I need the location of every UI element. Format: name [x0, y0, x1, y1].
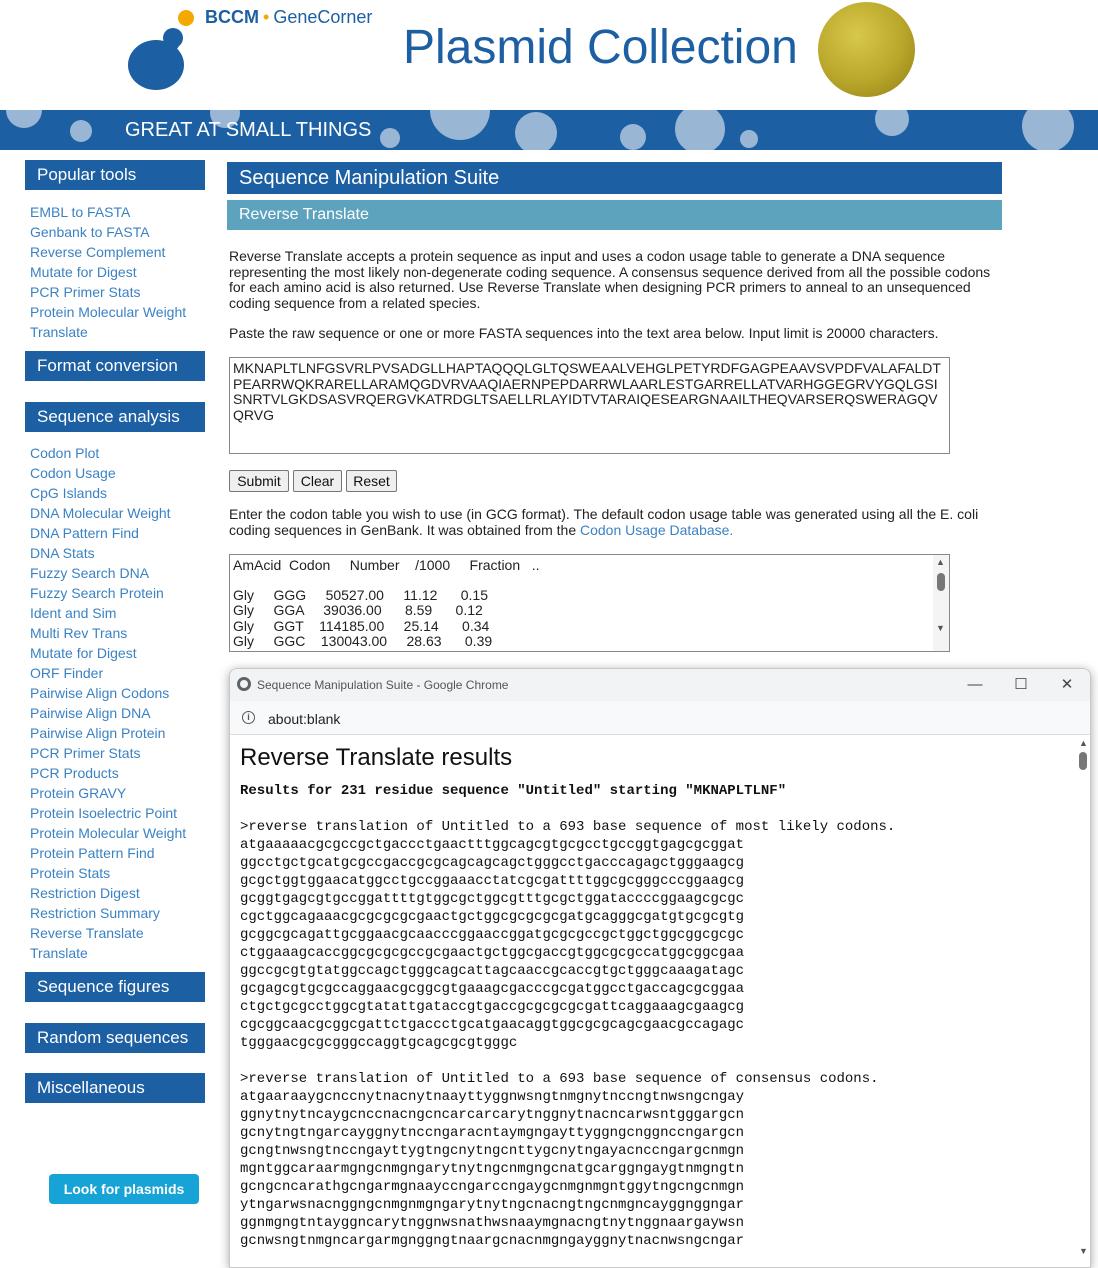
sidebar-link-protein-molecular-weight[interactable]: Protein Molecular Weight [30, 825, 187, 841]
banner-bubble [740, 130, 758, 148]
likely-codons-line: ctggaaagcaccggcgcgcgccgcgaactgctggcgaccgtggcgcgccatggcggcgaa [240, 945, 745, 961]
logo-shape [163, 28, 183, 48]
codon-table-line: Gly GGT 114185.00 25.14 0.34 [233, 618, 490, 634]
logo-shape [178, 10, 194, 26]
banner-bubble [1022, 110, 1074, 150]
sidebar-link-multi-rev-trans[interactable]: Multi Rev Trans [30, 625, 128, 641]
likely-codons-line: gcgctggtggaacatggcctgccggaaacctatcgcgattttggcgcgggcccggaagcg [240, 873, 745, 889]
logo-genecorner: GeneCorner [273, 7, 373, 27]
close-icon[interactable]: ✕ [1060, 676, 1074, 693]
likely-codons-line: ggccgcgtgtatggccagctgggcagcattagcaaccgcaccgtgctgggcaaagatagc [240, 963, 745, 979]
sidebar-heading-popular-tools[interactable]: Popular tools [25, 160, 205, 190]
tagline-banner [0, 110, 1098, 150]
intro-text: Reverse Translate accepts a protein sequence as input and uses a codon usage table to generate a DNA sequence representing the most likely non-degenerate coding sequence. A consensus sequence derived from all the possible codons for each amino acid is also returned. Use Reverse Translate when designing PCR primers to anneal to an unsequenced coding sequence from a related species. [229, 248, 991, 311]
sidebar-link-orf-finder[interactable]: ORF Finder [30, 665, 104, 681]
petri-dish-image [818, 2, 915, 97]
consensus-codons-line: gcnytngtngarcayggnytnccngaracntaymgngayttyggngcnggnccngargcn [240, 1125, 745, 1141]
codon-instruction-text: Enter the codon table you wish to use (in GCG format). The default codon usage table was generated using all the E. coli coding sequences in GenBank. It was obtained from the [229, 506, 979, 538]
sidebar-link-dna-stats[interactable]: DNA Stats [30, 545, 95, 561]
likely-codons-header: >reverse translation of Untitled to a 693 base sequence of most likely codons. [240, 819, 896, 835]
url-text[interactable]: about:blank [268, 711, 341, 727]
consensus-codons-line: gcngcncarathgcngarmgnaayccngarccngaygcnmgnmgntggytngcngcnmgn [240, 1179, 745, 1195]
codon-table-line: Gly GGA 39036.00 8.59 0.12 [233, 602, 483, 618]
banner-bubble [6, 110, 42, 128]
sidebar-link-pairwise-align-protein[interactable]: Pairwise Align Protein [30, 725, 166, 741]
consensus-codons-line: ggnmgngtntayggncarytnggnwsnathwsnaaymgnacngtnytnggnaargaywsn [240, 1215, 745, 1231]
sidebar-link-restriction-summary[interactable]: Restriction Summary [30, 905, 160, 921]
address-bar[interactable] [230, 701, 1090, 735]
maximize-icon[interactable]: ☐ [1014, 676, 1028, 693]
codon-table-input[interactable] [229, 554, 950, 652]
tagline: GREAT AT SMALL THINGS [125, 119, 372, 141]
sidebar-link-fuzzy-search-protein[interactable]: Fuzzy Search Protein [30, 585, 164, 601]
likely-codons-line: gcggcgcagattgcggaacgcaacccggaaccggatgcgcgccgctggctggcggcgcgc [240, 927, 745, 943]
sidebar-heading-sequence-analysis[interactable]: Sequence analysis [25, 402, 205, 432]
scroll-up-icon[interactable]: ▲ [1079, 738, 1088, 748]
likely-codons-line: cgcggcaacgcggcgattctgaccctgcatgaacaggtggcgcgcagcgaacgccagagc [240, 1017, 745, 1033]
likely-codons-line: atgaaaaacgcgccgctgaccctgaactttggcagcgtgcgcctgccggtgagcgcggat [240, 837, 745, 853]
sidebar-link-cpg-islands[interactable]: CpG Islands [30, 485, 108, 501]
consensus-codons-line: gcngtnwsngtnccngayttygtngcnytngcnttygcnytngayacnccngargcnmgn [240, 1143, 745, 1159]
consensus-codons-line: mgntggcaraarmgngcnmgngarytnytngcnmgngcnatgcarggngaygtnmgngtn [240, 1161, 745, 1177]
sidebar-heading-format-conversion[interactable]: Format conversion [25, 351, 205, 381]
sidebar-link-pairwise-align-dna[interactable]: Pairwise Align DNA [30, 705, 151, 721]
sidebar-link-fuzzy-search-dna[interactable]: Fuzzy Search DNA [30, 565, 150, 581]
sidebar-link-restriction-digest[interactable]: Restriction Digest [30, 885, 140, 901]
likely-codons-line: cgctggcagaaacgcgcgcgcgaactgctggcgcgcgcgatgcagggcgatgtgcgcgtg [240, 909, 745, 925]
banner-bubble [875, 110, 909, 136]
results-content [230, 736, 1090, 1268]
consensus-codons-line: atgaaraaygcnccnytnacnytnaayttyggnwsngtnmgnytnccngtnwsngcngay [240, 1089, 745, 1105]
likely-codons-line: gcgagcgtgcgccaggaacgcggcgtgaaagcgacccgcgatggcctgaccagcgcggaa [240, 981, 745, 997]
likely-codons-line: gcggtgagcgtgccggattttgtggcgctggcgtttgcgctggataccccggaagcgcgc [240, 891, 745, 907]
sidebar-link-mutate-for-digest[interactable]: Mutate for Digest [30, 264, 137, 280]
sidebar-link-reverse-translate[interactable]: Reverse Translate [30, 925, 144, 941]
scrollbar-thumb[interactable] [1079, 752, 1087, 770]
info-icon[interactable]: i [242, 711, 255, 724]
logo-text [205, 7, 372, 28]
sidebar-link-protein-stats[interactable]: Protein Stats [30, 865, 111, 881]
paste-instruction: Paste the raw sequence or one or more FASTA sequences into the text area below. Input limit is 20000 characters. [229, 325, 939, 341]
likely-codons-line: ctgctgcgcctggcgtatattgataccgtgaccgcgcgcgcgattcaggaaagcgaagcg [240, 999, 745, 1015]
codon-table-scrollbar[interactable] [933, 555, 949, 651]
banner-bubble [620, 124, 646, 150]
look-for-plasmids-button[interactable]: Look for plasmids [49, 1174, 199, 1204]
banner-bubble [675, 110, 725, 150]
sidebar-link-pcr-primer-stats[interactable]: PCR Primer Stats [30, 745, 141, 761]
minimize-icon[interactable]: — [967, 676, 983, 693]
sidebar-link-genbank-to-fasta[interactable]: Genbank to FASTA [30, 224, 150, 240]
sidebar-link-translate[interactable]: Translate [30, 945, 88, 961]
consensus-codons-line: ggnytnytncaygcnccnacngcncarcarcarytnggnytnacncarwsntgggargcn [240, 1107, 745, 1123]
results-heading: Reverse Translate results [240, 744, 513, 771]
reset-button[interactable]: Reset [346, 470, 397, 492]
results-summary: Results for 231 residue sequence "Untitled" starting "MKNAPLTLNF" [240, 783, 787, 799]
sidebar-link-codon-usage[interactable]: Codon Usage [30, 465, 116, 481]
codon-table-line: Gly GGG 50527.00 11.12 0.15 [233, 587, 488, 603]
sequence-input[interactable]: MKNAPLTLNFGSVRLPVSADGLLHAPTAQQQLGLTQSWEAALVEHGLPETYRDFGAGPEAAVSVPDFVALAFALDTPEARRWQKRARELLARAMQGDVRVAAQIAERNPEPDARRWLAARLESTGARRELLATVARHGGEGRVYGQLGSISNRTVLGKDSASVRQERGVKATRDGLTSAELLRLAYIDTVTARAIQESEARGNAAILTHEQVARSERQSWERAGQVQRVG [229, 357, 950, 454]
clear-button[interactable]: Clear [293, 470, 342, 492]
codon-table-line: AmAcid Codon Number /1000 Fraction .. [233, 557, 540, 573]
sidebar-link-codon-plot[interactable]: Codon Plot [30, 445, 100, 461]
page-title: Sequence Manipulation Suite [227, 162, 1002, 194]
sidebar-link-dna-molecular-weight[interactable]: DNA Molecular Weight [30, 505, 171, 521]
scroll-up-icon[interactable]: ▲ [936, 557, 945, 567]
sidebar-link-reverse-complement[interactable]: Reverse Complement [30, 244, 166, 260]
sidebar-link-embl-to-fasta[interactable]: EMBL to FASTA [30, 204, 131, 220]
popup-titlebar[interactable] [230, 669, 1090, 701]
scroll-down-icon[interactable]: ▼ [1079, 1246, 1088, 1256]
codon-table-line: Gly GGC 130043.00 28.63 0.39 [233, 633, 493, 649]
likely-codons-line: ggcctgctgcatgcgccgaccgcgcagcagcagctgggcctgacccagagctgggaagcg [240, 855, 745, 871]
banner-bubble [380, 128, 400, 148]
sidebar-link-pcr-products[interactable]: PCR Products [30, 765, 119, 781]
consensus-codons-line: gcnwsngtnmgncargarmgnggngtnaargcnacnmgngayggnytnacnwsngcngar [240, 1233, 745, 1249]
site-header [0, 0, 1098, 110]
sidebar-heading-sequence-figures[interactable]: Sequence figures [25, 972, 205, 1002]
scrollbar-thumb[interactable] [937, 573, 945, 591]
banner-bubble [430, 110, 490, 140]
logo-bccm: BCCM [205, 7, 259, 27]
site-title: Plasmid Collection [403, 21, 798, 74]
sidebar-link-dna-pattern-find[interactable]: DNA Pattern Find [30, 525, 139, 541]
sidebar-link-pairwise-align-codons[interactable]: Pairwise Align Codons [30, 685, 170, 701]
popup-scrollbar[interactable] [1076, 736, 1090, 1268]
sidebar-link-protein-isoelectric-point[interactable]: Protein Isoelectric Point [30, 805, 178, 821]
codon-usage-database-link[interactable]: Codon Usage Database. [580, 521, 734, 538]
sidebar-link-protein-pattern-find[interactable]: Protein Pattern Find [30, 845, 155, 861]
sidebar-link-ident-and-sim[interactable]: Ident and Sim [30, 605, 117, 621]
sidebar-link-translate[interactable]: Translate [30, 324, 88, 340]
tool-title: Reverse Translate [227, 200, 1002, 230]
globe-icon [237, 677, 251, 691]
codon-instruction [229, 507, 999, 538]
sidebar-heading-random-sequences[interactable]: Random sequences [25, 1023, 205, 1053]
sidebar-heading-miscellaneous[interactable]: Miscellaneous [25, 1073, 205, 1103]
consensus-codons-line: ytngarwsnacnggngcnmgnmgngarytnytngcnacngtngcnmgncayggnggngar [240, 1197, 745, 1213]
likely-codons-line: tgggaacgcgcgggccaggtgcagcgcgtgggc [240, 1035, 518, 1051]
logo-dot: • [263, 7, 270, 27]
banner-bubble [515, 112, 557, 150]
submit-button[interactable]: Submit [229, 470, 289, 492]
popup-window-title: Sequence Manipulation Suite - Google Chrome [257, 678, 509, 692]
banner-bubble [70, 120, 92, 142]
results-popup-window [229, 668, 1091, 1268]
scroll-down-icon[interactable]: ▼ [936, 623, 945, 633]
sidebar-link-pcr-primer-stats[interactable]: PCR Primer Stats [30, 284, 141, 300]
sidebar-link-protein-molecular-weight[interactable]: Protein Molecular Weight [30, 304, 187, 320]
sidebar-link-protein-gravy[interactable]: Protein GRAVY [30, 785, 127, 801]
sidebar-link-mutate-for-digest[interactable]: Mutate for Digest [30, 645, 137, 661]
consensus-codons-header: >reverse translation of Untitled to a 693 base sequence of consensus codons. [240, 1071, 879, 1087]
